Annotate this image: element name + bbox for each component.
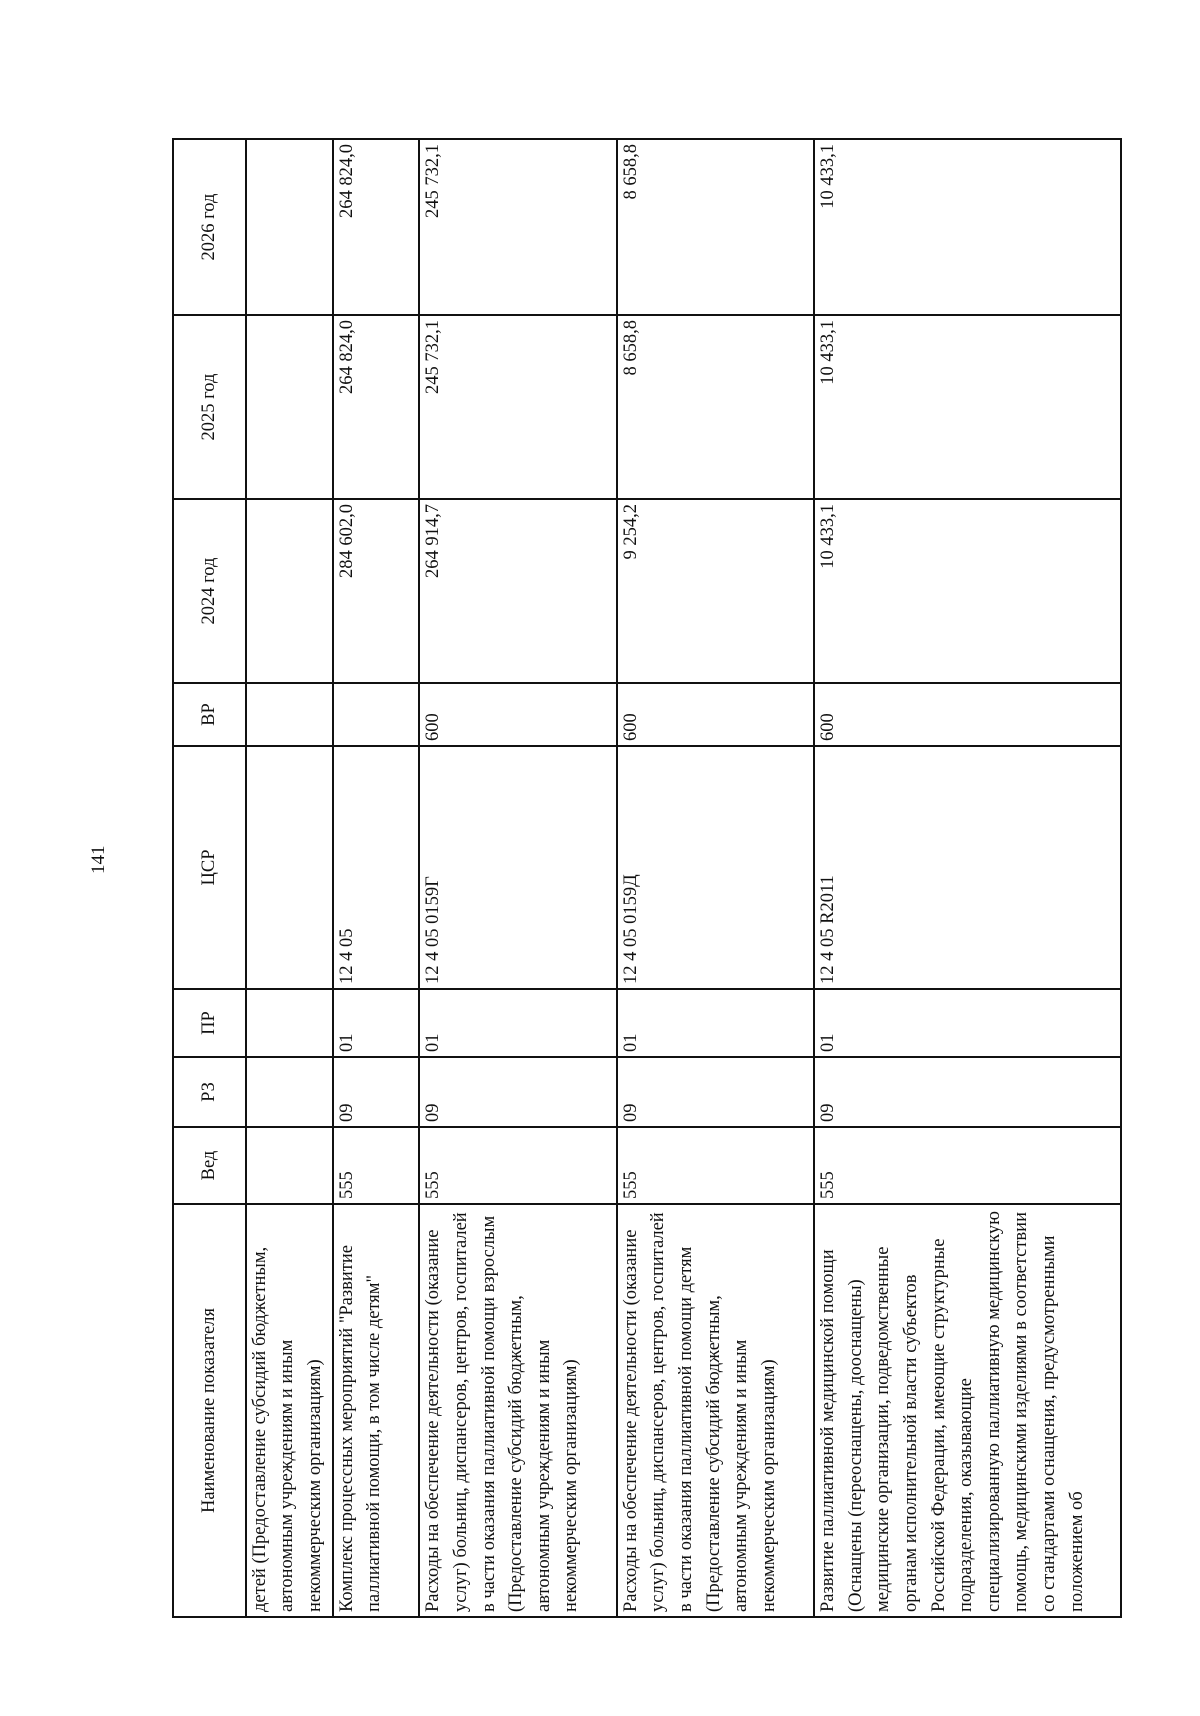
header-2026: 2026 год	[173, 139, 246, 315]
cell-name: Комплекс процессных мероприятий "Развитие паллиативной помощи, в том числе детям"	[333, 1204, 420, 1617]
header-rz: РЗ	[173, 1057, 246, 1127]
cell-2026	[246, 139, 333, 315]
header-vr: ВР	[173, 683, 246, 746]
cell-name: Расходы на обеспечение деятельности (оказание услуг) больниц, диспансеров, центров, госпиталей в части оказания паллиативной помощи детям (Предоставление субсидий бюджетным, автономным учреждениям и иным некоммерческим организациям)	[617, 1204, 814, 1617]
cell-csr: 12 4 05	[333, 746, 420, 989]
cell-vr	[246, 683, 333, 746]
cell-2026: 245 732,1	[419, 139, 616, 315]
cell-2025: 10 433,1	[814, 315, 1121, 499]
budget-table	[172, 138, 1122, 1618]
cell-vr: 600	[617, 683, 814, 746]
cell-ved: 555	[617, 1127, 814, 1204]
table-row	[419, 139, 616, 1617]
cell-vr: 600	[419, 683, 616, 746]
cell-pr: 01	[419, 989, 616, 1057]
cell-name: Расходы на обеспечение деятельности (оказание услуг) больниц, диспансеров, центров, госпиталей в части оказания паллиативной помощи взрослым (Предоставление субсидий бюджетным, автономным учреждениям и иным некоммерческим организациям)	[419, 1204, 616, 1617]
cell-ved: 555	[814, 1127, 1121, 1204]
cell-rz: 09	[814, 1057, 1121, 1127]
cell-2024	[246, 499, 333, 683]
cell-pr: 01	[333, 989, 420, 1057]
cell-ved: 555	[419, 1127, 616, 1204]
cell-ved: 555	[333, 1127, 420, 1204]
cell-2026: 264 824,0	[333, 139, 420, 315]
table-header-row	[173, 139, 246, 1617]
cell-pr	[246, 989, 333, 1057]
header-ved: Вед	[173, 1127, 246, 1204]
cell-2025: 245 732,1	[419, 315, 616, 499]
cell-2024: 10 433,1	[814, 499, 1121, 683]
cell-2024: 264 914,7	[419, 499, 616, 683]
cell-2024: 284 602,0	[333, 499, 420, 683]
cell-csr: 12 4 05 0159Д	[617, 746, 814, 989]
page-number: 141	[88, 845, 109, 874]
cell-csr: 12 4 05 R2011	[814, 746, 1121, 989]
table-row	[814, 139, 1121, 1617]
header-2024: 2024 год	[173, 499, 246, 683]
cell-2025	[246, 315, 333, 499]
cell-pr: 01	[617, 989, 814, 1057]
table-row	[333, 139, 420, 1617]
cell-2025: 8 658,8	[617, 315, 814, 499]
cell-csr: 12 4 05 0159Г	[419, 746, 616, 989]
table-row	[617, 139, 814, 1617]
cell-name: Развитие паллиативной медицинской помощи (Оснащены (переоснащены, дооснащены) медицинские организации, подведомственные органам исполнительной власти субъектов Российской Федерации, имеющие структурные подразделения, оказывающие специализированную паллиативную медицинскую помощь, медицинскими изделиями в соответствии со стандартами оснащения, предусмотренными положением об	[814, 1204, 1121, 1617]
header-name: Наименование показателя	[173, 1204, 246, 1617]
cell-rz: 09	[333, 1057, 420, 1127]
cell-2024: 9 254,2	[617, 499, 814, 683]
cell-pr: 01	[814, 989, 1121, 1057]
table-row	[246, 139, 333, 1617]
cell-2026: 10 433,1	[814, 139, 1121, 315]
cell-csr	[246, 746, 333, 989]
cell-rz	[246, 1057, 333, 1127]
header-csr: ЦСР	[173, 746, 246, 989]
cell-rz: 09	[419, 1057, 616, 1127]
cell-2026: 8 658,8	[617, 139, 814, 315]
rotated-table-container	[172, 140, 1122, 1618]
cell-ved	[246, 1127, 333, 1204]
cell-name: детей (Предоставление субсидий бюджетным, автономным учреждениям и иным некоммерческим организациям)	[246, 1204, 333, 1617]
header-2025: 2025 год	[173, 315, 246, 499]
header-pr: ПР	[173, 989, 246, 1057]
cell-rz: 09	[617, 1057, 814, 1127]
cell-2025: 264 824,0	[333, 315, 420, 499]
cell-vr	[333, 683, 420, 746]
cell-vr: 600	[814, 683, 1121, 746]
